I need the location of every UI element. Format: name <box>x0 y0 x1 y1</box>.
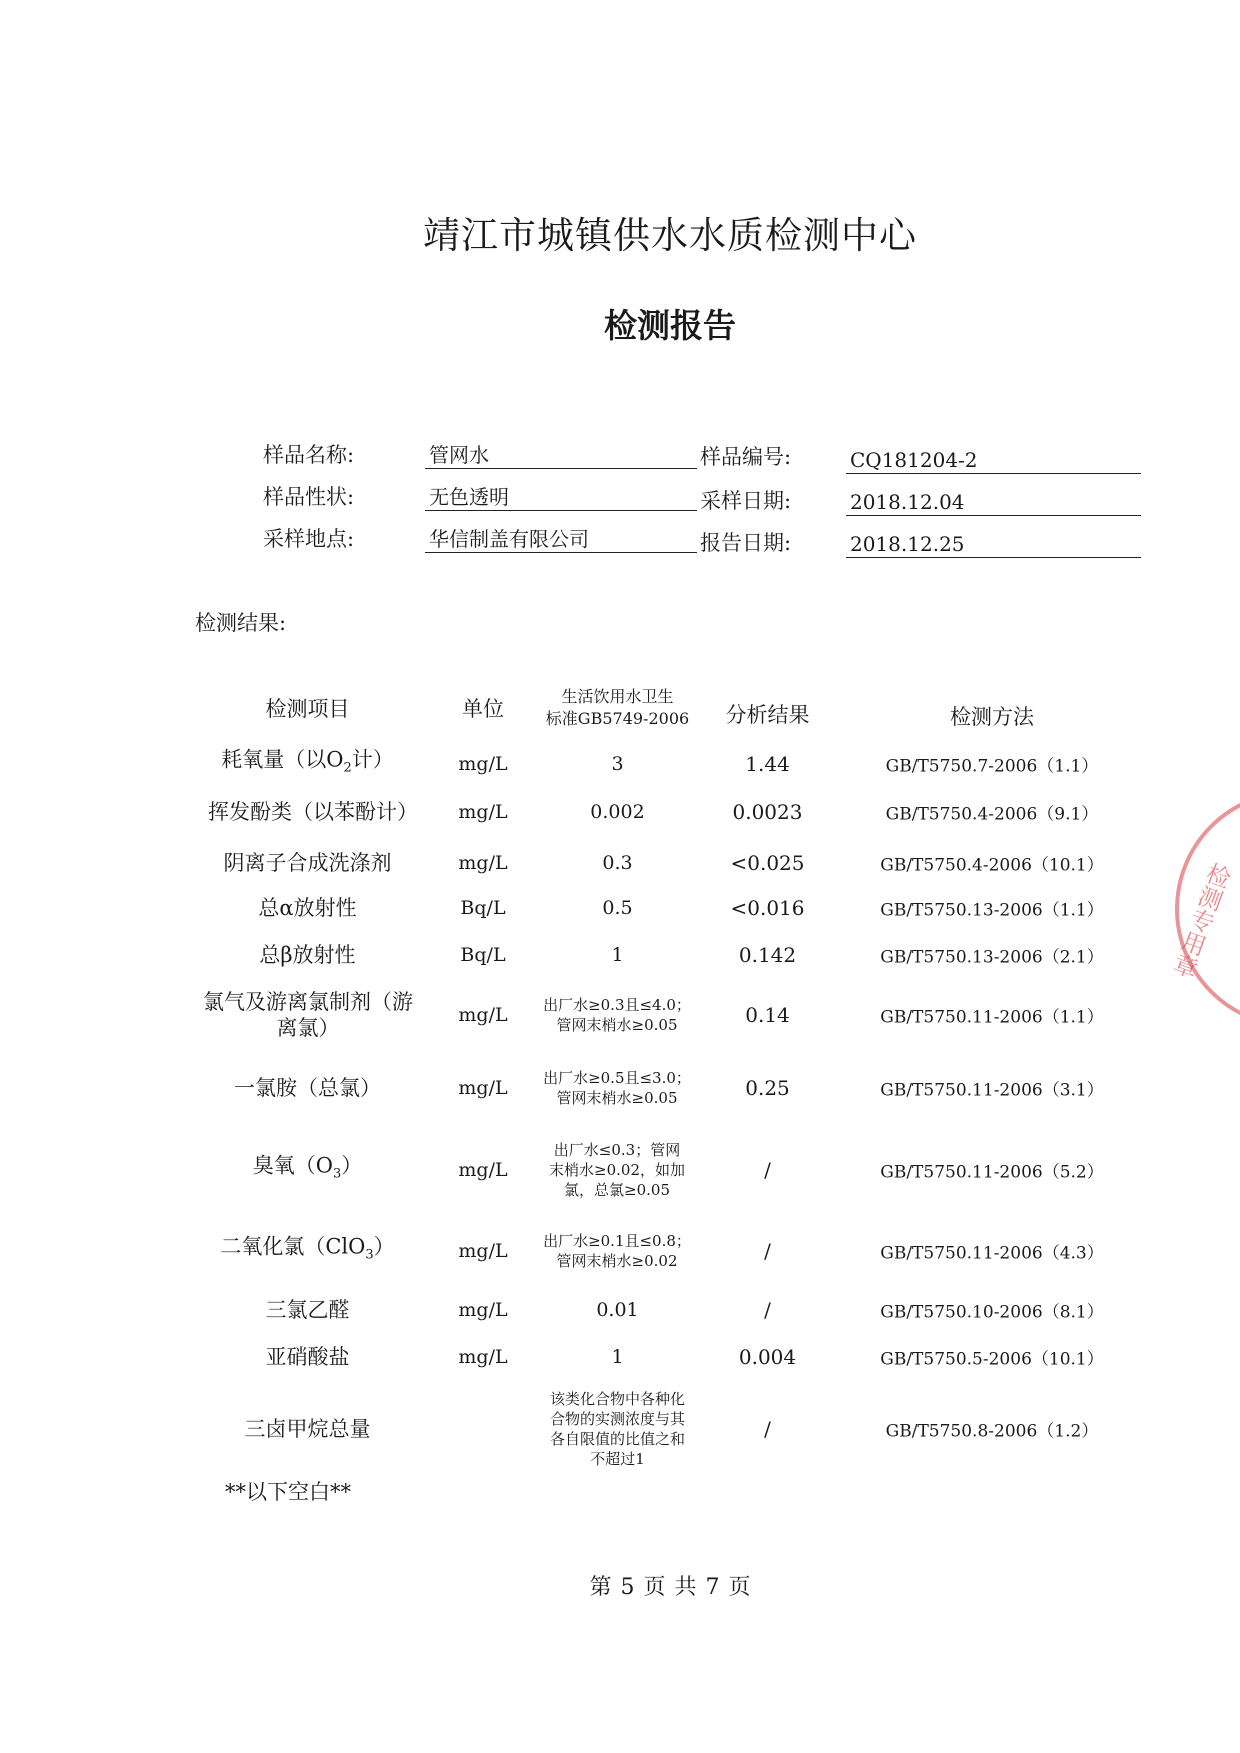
table-row <box>0 1288 1240 1332</box>
header-unit: 单位 <box>462 697 504 721</box>
result-cell: / <box>764 1298 771 1322</box>
method-cell: GB/T5750.5-2006（10.1） <box>880 1349 1104 1370</box>
report-title: 检测报告 <box>604 306 736 345</box>
item-cell: 阴离子合成洗涤剂 <box>223 851 392 875</box>
sample-no-value: CQ181204-2 <box>846 446 1141 474</box>
unit-cell: mg/L <box>458 801 508 823</box>
result-cell: <0.016 <box>730 896 805 920</box>
unit-cell: mg/L <box>458 1004 508 1026</box>
item-cell: 总α放射性 <box>258 896 357 920</box>
unit-cell: mg/L <box>458 1159 508 1181</box>
item-subscript: 3 <box>365 1247 374 1263</box>
sample-site-value: 华信制盖有限公司 <box>425 525 697 553</box>
result-cell: 0.14 <box>745 1003 790 1027</box>
unit-cell: mg/L <box>458 1077 508 1099</box>
table-row <box>0 841 1240 885</box>
result-cell: / <box>764 1417 771 1441</box>
table-row <box>0 1335 1240 1379</box>
standard-cell: 出厂水≤0.3；管网末梢水≥0.02，如加氯，总氯≥0.05 <box>549 1141 685 1199</box>
sample-state-value: 无色透明 <box>425 483 697 511</box>
stamp-text: 检测专用章 <box>1166 858 1234 981</box>
header-item: 检测项目 <box>265 697 350 721</box>
table-row <box>0 1216 1240 1286</box>
sample-site-label: 采样地点: <box>263 527 355 551</box>
item-cell <box>195 746 420 781</box>
table-row <box>0 786 1240 838</box>
standard-cell: 1 <box>611 944 624 966</box>
sample-date-label: 采样日期: <box>700 489 792 513</box>
method-cell: GB/T5750.11-2006（1.1） <box>880 1007 1104 1028</box>
item-cell: 总β放射性 <box>259 943 356 967</box>
page-number-footer: 第 5 页 共 7 页 <box>589 1575 751 1600</box>
item-text: 臭氧（O <box>252 1153 333 1178</box>
table-row <box>0 1126 1240 1214</box>
sample-no-label: 样品编号: <box>700 445 792 469</box>
header-method: 检测方法 <box>950 705 1034 729</box>
result-cell: 0.004 <box>738 1345 797 1369</box>
method-cell: GB/T5750.11-2006（5.2） <box>880 1162 1104 1183</box>
sample-name-value: 管网水 <box>425 441 697 469</box>
unit-cell: mg/L <box>458 1346 508 1368</box>
standard-cell: 0.5 <box>602 897 633 919</box>
standard-cell: 该类化合物中各种化合物的实测浓度与其各自限值的比值之和不超过1 <box>550 1390 686 1468</box>
method-cell: GB/T5750.4-2006（10.1） <box>880 855 1104 876</box>
item-cell: 氯气及游离氯制剂（游离氯） <box>203 990 413 1040</box>
unit-cell: mg/L <box>458 1240 508 1262</box>
unit-cell: Bq/L <box>460 944 506 966</box>
sample-date-value: 2018.12.04 <box>846 488 1141 516</box>
table-row <box>0 886 1240 930</box>
unit-cell: mg/L <box>458 1299 508 1321</box>
header-standard-line1: 生活饮用水卫生 <box>561 687 674 706</box>
item-text-tail: 计） <box>351 747 394 772</box>
sample-name-label: 样品名称: <box>263 443 355 467</box>
table-row <box>0 980 1240 1050</box>
result-cell: 1.44 <box>745 752 790 776</box>
item-cell <box>195 1233 420 1268</box>
item-cell: 亚硝酸盐 <box>265 1345 350 1369</box>
standard-cell: 0.002 <box>590 801 645 823</box>
result-cell: <0.025 <box>730 851 805 875</box>
standard-cell: 出厂水≥0.3且≤4.0；管网末梢水≥0.05 <box>543 996 691 1034</box>
item-subscript: 3 <box>332 1166 342 1182</box>
blank-below-note: **以下空白** <box>225 1480 351 1504</box>
unit-cell: mg/L <box>458 852 508 874</box>
report-date-label: 报告日期: <box>700 531 792 555</box>
table-row <box>0 1384 1240 1474</box>
standard-cell: 出厂水≥0.5且≤3.0；管网末梢水≥0.05 <box>543 1069 691 1107</box>
item-cell: 三氯乙醛 <box>265 1298 350 1322</box>
report-date-value: 2018.12.25 <box>846 530 1141 558</box>
result-cell: 0.25 <box>745 1076 790 1100</box>
result-cell: / <box>764 1158 771 1182</box>
method-cell: GB/T5750.13-2006（2.1） <box>880 947 1104 968</box>
item-cell <box>195 1152 420 1187</box>
item-subscript: 2 <box>343 760 352 776</box>
method-cell: GB/T5750.11-2006（4.3） <box>880 1243 1104 1264</box>
result-cell: 0.142 <box>738 943 797 967</box>
method-cell: GB/T5750.7-2006（1.1） <box>885 756 1099 777</box>
item-cell: 一氯胺（总氯） <box>234 1076 381 1100</box>
organization-title: 靖江市城镇供水水质检测中心 <box>423 214 917 257</box>
standard-cell: 3 <box>611 753 624 775</box>
method-cell: GB/T5750.4-2006（9.1） <box>885 804 1099 825</box>
method-cell: GB/T5750.8-2006（1.2） <box>885 1421 1099 1442</box>
item-text-tail: ） <box>373 1234 395 1259</box>
standard-cell: 1 <box>611 1346 624 1368</box>
table-row <box>0 1053 1240 1123</box>
unit-cell: Bq/L <box>460 897 506 919</box>
standard-cell: 0.3 <box>602 852 633 874</box>
item-cell: 挥发酚类（以苯酚计） <box>208 800 418 824</box>
unit-cell: mg/L <box>458 753 508 775</box>
item-cell: 三卤甲烷总量 <box>244 1417 371 1441</box>
table-row <box>0 933 1240 977</box>
header-standard-line2: 标准GB5749-2006 <box>545 709 690 728</box>
item-text-tail: ） <box>341 1153 363 1178</box>
header-result: 分析结果 <box>725 703 810 727</box>
method-cell: GB/T5750.10-2006（8.1） <box>880 1302 1104 1323</box>
result-cell: 0.0023 <box>732 800 803 824</box>
item-text: 耗氧量（以O <box>221 747 344 772</box>
results-label: 检测结果: <box>195 611 287 635</box>
standard-cell: 0.01 <box>596 1299 639 1321</box>
method-cell: GB/T5750.11-2006（3.1） <box>880 1080 1104 1101</box>
result-cell: / <box>764 1239 771 1263</box>
method-cell: GB/T5750.13-2006（1.1） <box>880 900 1104 921</box>
sample-state-label: 样品性状: <box>263 485 355 509</box>
table-row <box>0 738 1240 790</box>
standard-cell: 出厂水≥0.1且≤0.8；管网末梢水≥0.02 <box>543 1232 691 1270</box>
header-standard <box>535 686 700 730</box>
item-text: 二氧化氯（ClO <box>220 1234 366 1259</box>
